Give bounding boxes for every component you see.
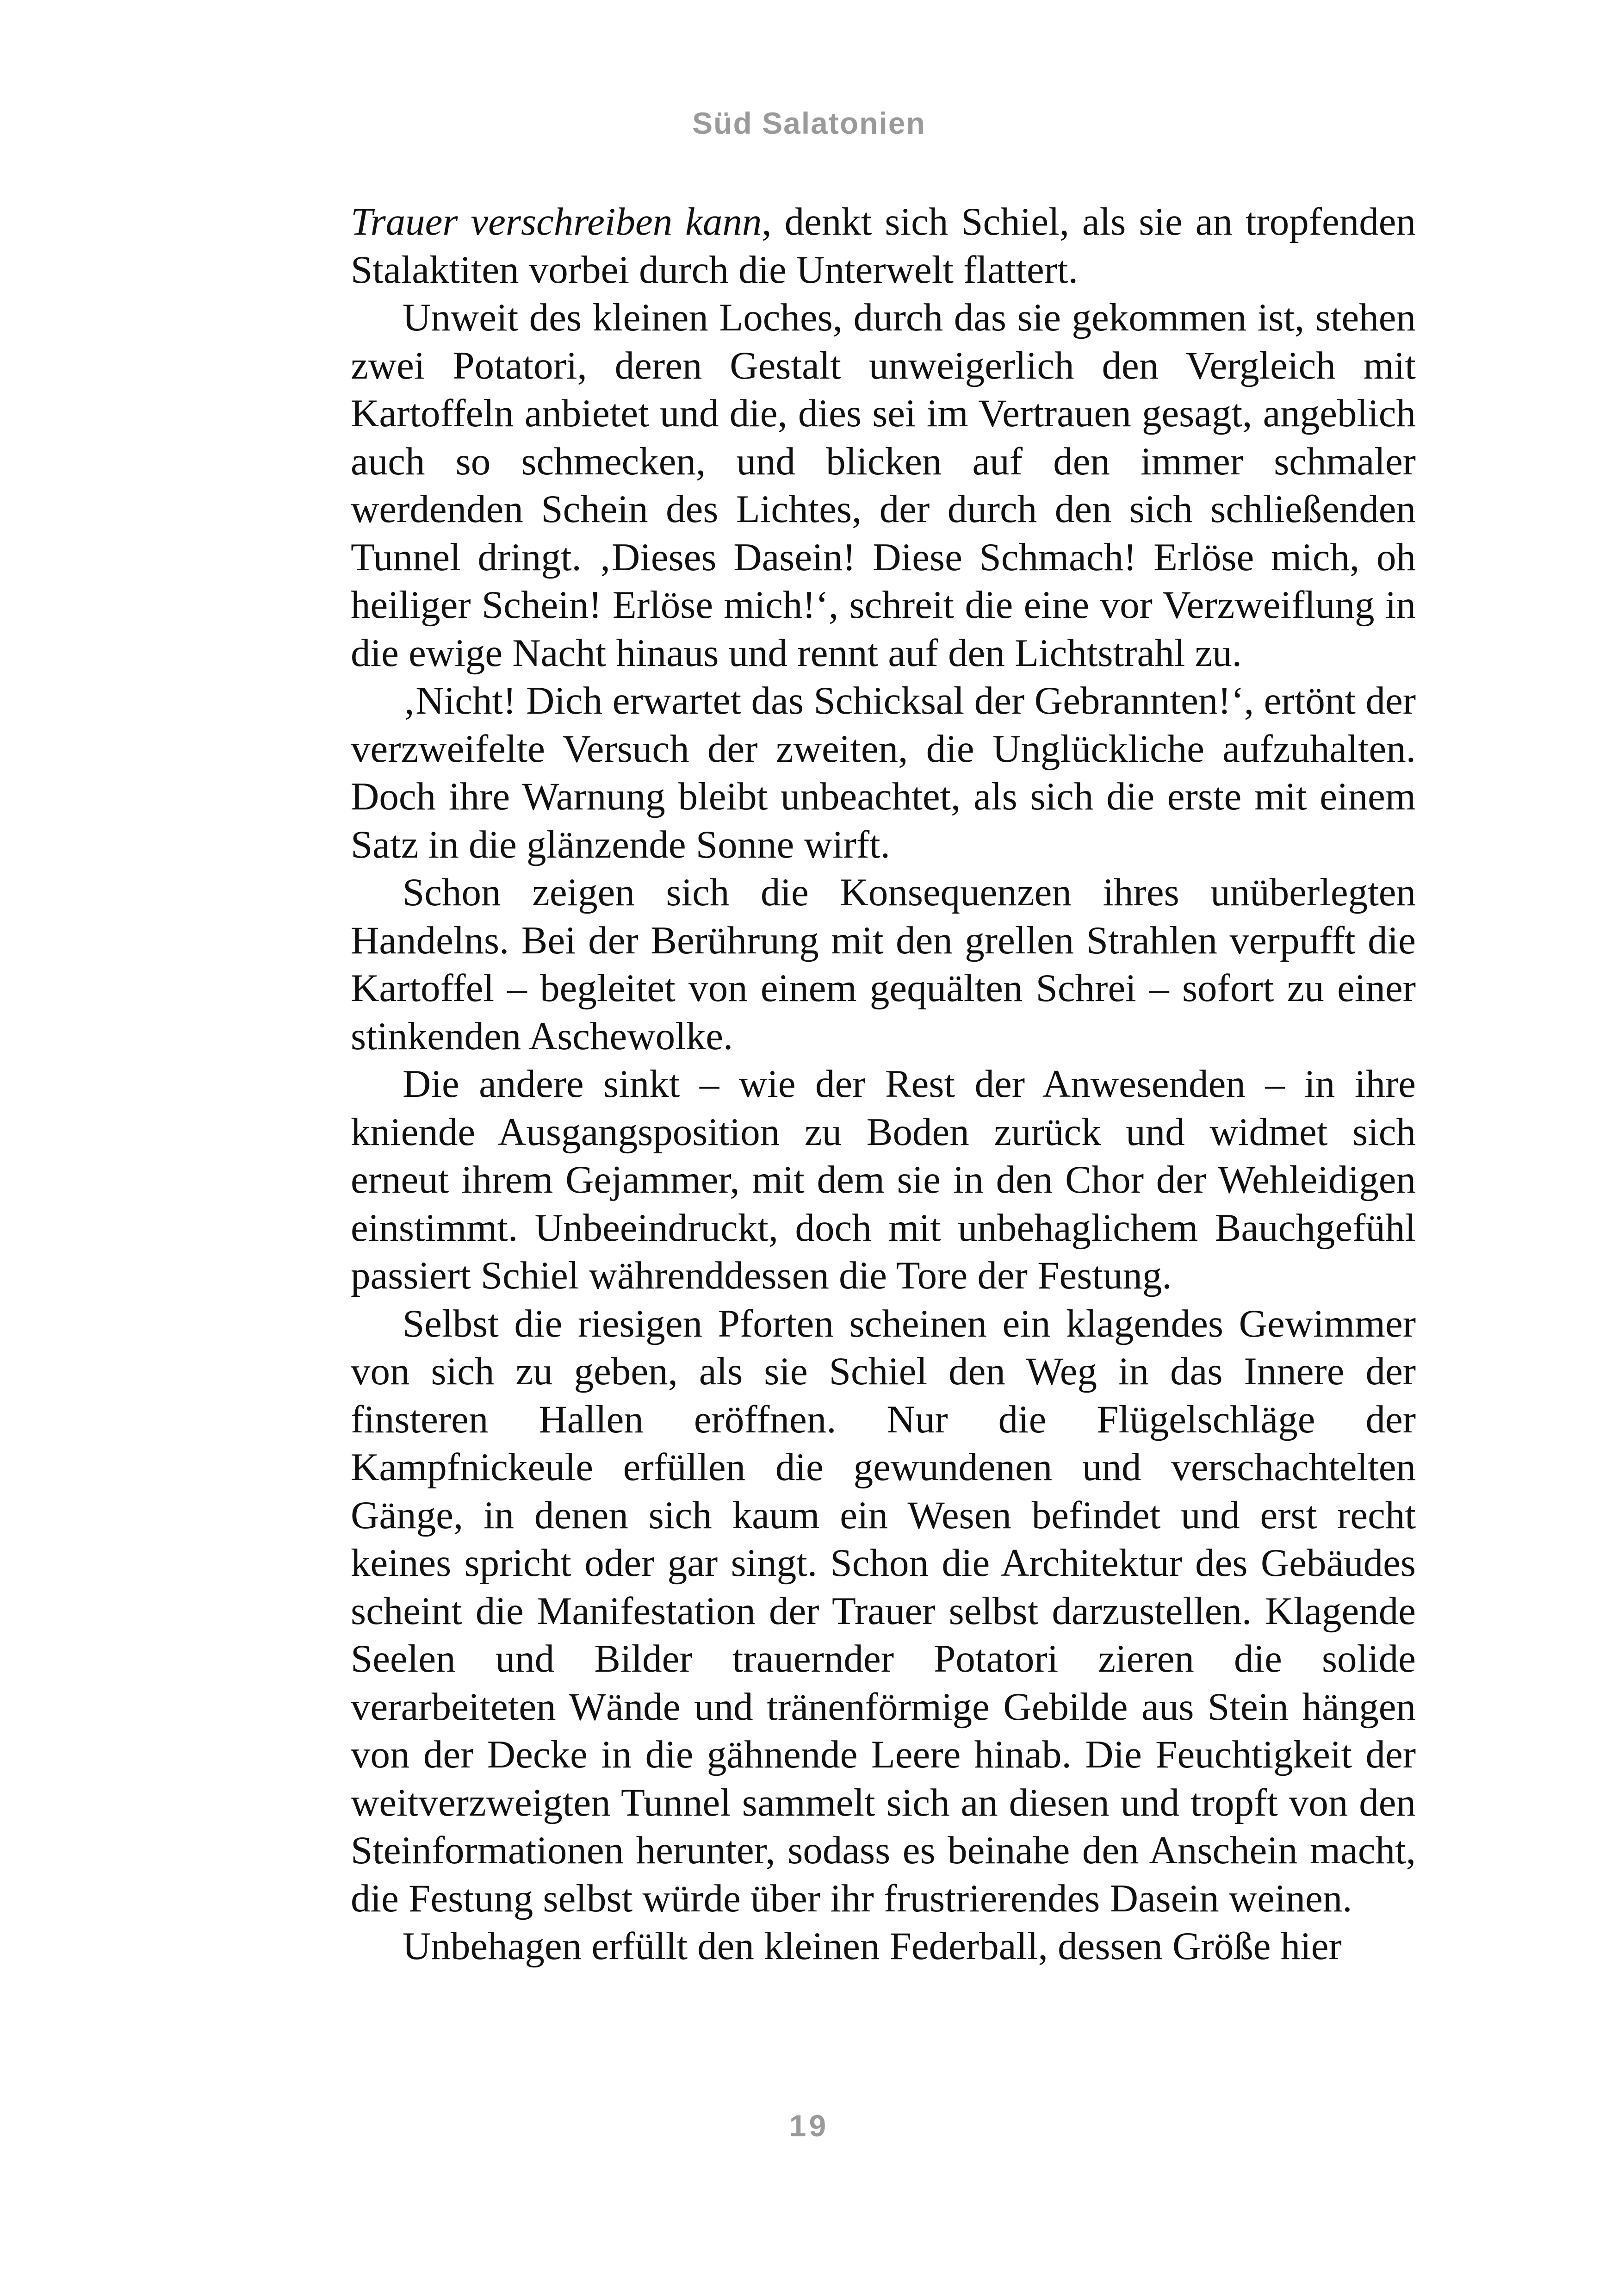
paragraph-1 [351,198,1416,294]
paragraph-5: Die andere sinkt – wie der Rest der Anwesenden – in ihre kniende Ausgangsposition zu Boden zurück und widmet sich erneut ihrem Gejammer, mit dem sie in den Chor der Wehleidigen einstimmt. Unbeeindruckt, doch mit unbehaglichem Bauchgefühl passiert Schiel währenddessen die Tore der Festung. [351,1062,1416,1297]
paragraph-2: Unweit des kleinen Loches, durch das sie gekommen ist, stehen zwei Potatori, deren Gestalt unweigerlich den Vergleich mit Kartoffeln anbietet und die, dies sei im Vertrauen gesagt, angeblich auch so schmecken, und blicken auf den immer schmaler werdenden Schein des Lichtes, der durch den sich schließenden Tunnel dringt. ‚Dieses Dasein! Diese Schmach! Erlöse mich, oh heiliger Schein! Erlöse mich!‘, schreit die eine vor Verzweiflung in die ewige Nacht hinaus und rennt auf den Lichtstrahl zu. [351,296,1416,675]
paragraph-7: Unbehagen erfüllt den kleinen Federball, dessen Größe hier [403,1924,1342,1968]
paragraph-4: Schon zeigen sich die Konsequenzen ihres unüberlegten Handelns. Bei der Berührung mit den grellen Strahlen verpufft die Kartoffel – begleitet von einem gequälten Schrei – sofort zu einer stinkenden Aschewolke. [351,871,1416,1058]
paragraph-1-italic: Trauer verschreiben kann [351,200,762,243]
paragraph-3: ‚Nicht! Dich erwartet das Schicksal der Gebrannten!‘, ertönt der verzweifelte Versuch der zweiten, die Unglückliche aufzuhalten. Doch ihre Warnung bleibt unbeachtet, als sich die erste mit einem Satz in die glänzende Sonne wirft. [351,679,1416,866]
page-number: 19 [789,2109,829,2143]
paragraph-1-text: , denkt sich Schiel, als sie an tropfenden Stalaktiten vorbei durch die Unterwelt flattert. [351,200,1416,292]
paragraph-6: Selbst die riesigen Pforten scheinen ein klagendes Gewimmer von sich zu geben, als sie Schiel den Weg in das Innere der finsteren Hallen eröffnen. Nur die Flügelschläge der Kampfnickeule erfüllen die gewundenen und verschachtelten Gänge, in denen sich kaum ein Wesen befindet und erst recht keines spricht oder gar singt. Schon die Architektur des Gebäudes scheint die Manifestation der Trauer selbst darzustellen. Klagende Seelen und Bilder trauernder Potatori zieren die solide verarbeiteten Wände und tränenförmige Gebilde aus Stein hängen von der Decke in die gähnende Leere hinab. Die Feuchtigkeit der weitverzweigten Tunnel sammelt sich an diesen und tropft von den Steinformationen herunter, sodass es beinahe den Anschein macht, die Festung selbst würde über ihr frustrierendes Dasein weinen. [351,1301,1416,1920]
running-title: Süd Salatonien [692,106,926,140]
body-text [351,198,1416,1971]
